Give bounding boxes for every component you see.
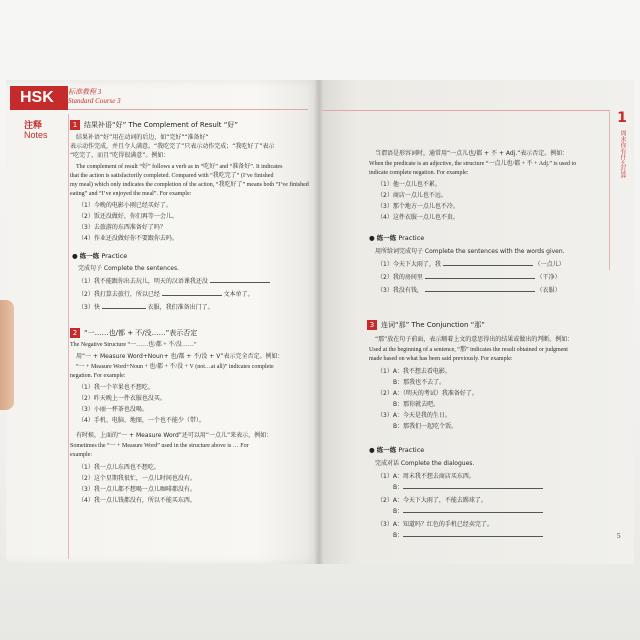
dialogue-answer bbox=[393, 508, 543, 516]
header-rule bbox=[68, 109, 308, 110]
dialogue-answer bbox=[393, 532, 543, 540]
answer-blank[interactable] bbox=[425, 277, 535, 279]
section-subtitle: The Negative Structure “一……也/都 + 不/没……” bbox=[70, 342, 197, 348]
answer-blank[interactable] bbox=[425, 290, 535, 292]
practice-label-en: Practice bbox=[398, 234, 425, 242]
practice-item-text: （2）我打算去旅行，所以已经 bbox=[78, 291, 160, 298]
answer-blank[interactable] bbox=[210, 281, 270, 283]
right-page bbox=[319, 80, 634, 564]
paragraph-line: eating” and “I’ve enjoyed the meal”. For example: bbox=[70, 191, 192, 197]
practice-item bbox=[377, 274, 561, 282]
practice-instruction: 完成句子 Complete the sentences. bbox=[78, 265, 179, 272]
example-item: （1）他一点儿也不累。 bbox=[377, 181, 441, 188]
answer-blank[interactable] bbox=[403, 511, 543, 513]
practice-label-cn: 练一练 bbox=[376, 446, 397, 454]
practice-item-text: （1）今天下大雨了，我 bbox=[377, 261, 441, 268]
example-item: （3）去旅游的东西准备好了吗？ bbox=[78, 224, 166, 231]
practice-item bbox=[377, 261, 565, 269]
page-number: 5 bbox=[617, 532, 621, 540]
example-item: B：那你就去吧。 bbox=[393, 401, 440, 408]
section-number: 2 bbox=[70, 328, 80, 338]
paragraph-line: 结果补语“好”用在动词的后边，如“完好”“准备好” bbox=[76, 134, 209, 141]
dialogue-item: （3）A：知道吗？红色的手机已经卖完了。 bbox=[377, 521, 493, 528]
notes-margin-rule bbox=[68, 114, 69, 559]
example-item: （4）这件衣服一点儿也不贵。 bbox=[377, 214, 459, 221]
practice-item-text: （1）我不能跟你出去玩儿，明天的汉语课我还没 bbox=[78, 278, 208, 285]
section-3-heading bbox=[367, 320, 485, 330]
paragraph-line: indicate complete negation. For example: bbox=[369, 170, 469, 176]
paragraph-line: made based on what has been said previously. For example: bbox=[369, 356, 513, 362]
paragraph-line: When the predicate is an adjective, the structure “一点儿也/都 + 不 + Adj.” is used to bbox=[369, 161, 577, 167]
practice-1-label: ● 练一练 Practice bbox=[72, 252, 128, 260]
lesson-title: 周末你有什么打算 bbox=[619, 130, 626, 178]
practice-item bbox=[78, 278, 270, 286]
practice-item-suffix: 文本单了。 bbox=[223, 291, 254, 298]
paragraph-line: 用“一 + Measure Word+Noun+ 也/都 + 不/没 + V”表示完全否定。例如： bbox=[76, 353, 284, 360]
subtitle-cn: 标准教程 3 bbox=[68, 88, 102, 96]
hand-holding-book bbox=[0, 300, 14, 410]
section-1-heading bbox=[70, 120, 238, 130]
answer-blank[interactable] bbox=[403, 487, 543, 489]
paragraph-line: “吃完了，而且”吃得很满意”。例如： bbox=[70, 152, 170, 159]
paragraph-line: Used at the beginning of a sentence, “那” indicates the result obtained or judgment bbox=[369, 347, 568, 353]
section-title: 连词“那” The Conjunction “那” bbox=[381, 321, 485, 329]
example-item: （3）那个地方一点儿也不冷。 bbox=[377, 203, 459, 210]
example-item: B：那我们一起吃个饭。 bbox=[393, 423, 458, 430]
dialogue-speaker: B： bbox=[393, 484, 404, 491]
practice-hint: （衣服） bbox=[536, 287, 561, 294]
paragraph-line: that the action is satisfactorily completed. Compared with “我吃完了” (I’ve finished bbox=[70, 173, 274, 179]
subtitle-en: Standard Course 3 bbox=[68, 97, 121, 105]
paragraph-line: example: bbox=[70, 452, 92, 458]
paragraph-line: my meal) which only indicates the completion of the action, “我吃好了” means both “I’ve finished bbox=[70, 182, 309, 188]
hsk-logo: HSK bbox=[10, 86, 68, 110]
paragraph-line: The complement of result “好” follows a verb as in “吃好” and “准备好”. It indicates bbox=[76, 164, 283, 170]
practice-hint: （干净） bbox=[536, 274, 561, 281]
practice-label-cn: 练一练 bbox=[79, 252, 100, 260]
book-subtitle bbox=[68, 88, 121, 106]
answer-blank[interactable] bbox=[443, 264, 533, 266]
practice-item bbox=[78, 304, 214, 312]
paragraph-line: Sometimes the “一 + Measure Word” used in the structure above is … For bbox=[70, 443, 249, 449]
paragraph-line: negation. For example: bbox=[70, 373, 126, 379]
example-item: （3）小丽一杯茶也没喝。 bbox=[78, 406, 148, 413]
practice-item-text: （2）我的房间里 bbox=[377, 274, 423, 281]
practice-label-en: Practice bbox=[398, 446, 425, 454]
example-item: （2）A：（明天的考试）我准备好了。 bbox=[377, 390, 478, 397]
lesson-number: 1 bbox=[617, 110, 627, 126]
practice-label-en: Practice bbox=[101, 252, 128, 260]
example-item: （3）我一点儿都不想喝一点儿咖啡都没有。 bbox=[78, 486, 196, 493]
lesson-tab bbox=[609, 110, 634, 270]
answer-blank[interactable] bbox=[102, 307, 146, 309]
paragraph-line: “一 + Measure Word+Noun + 也/都 + 不/没 + V (not…at all)” indicates complete bbox=[76, 364, 274, 370]
practice-instruction: 用所给词完成句子 Complete the sentences with the words given. bbox=[375, 248, 565, 255]
open-textbook bbox=[6, 80, 634, 564]
example-item: （2）昨天晚上一件衣服也没买。 bbox=[78, 395, 166, 402]
practice-item-text: （3）快 bbox=[78, 304, 100, 311]
dialogue-item: （1）A：周末我不想去商店买东西。 bbox=[377, 473, 475, 480]
example-item: （4）我一点儿钱都没有，所以不能买东西。 bbox=[78, 497, 196, 504]
practice-item bbox=[78, 291, 254, 299]
practice-item-suffix: 衣服，我们准备出门了。 bbox=[147, 304, 214, 311]
paragraph-line: 有时候，上面的“一 + Measure Word”还可以用“一点儿”来表示，例如： bbox=[76, 432, 273, 439]
answer-blank[interactable] bbox=[162, 294, 222, 296]
dialogue-item: （2）A：今天下大雨了，不能去踢球了。 bbox=[377, 497, 487, 504]
section-title: 结果补语“好” The Complement of Result “好” bbox=[84, 121, 239, 129]
paragraph-line: “那”放在句子前面，表示顺着上文的意思得出的结果或做出的判断。例如： bbox=[375, 336, 574, 343]
example-item: （1）A：我不想去看电影。 bbox=[377, 368, 451, 375]
header-rule bbox=[323, 110, 609, 111]
left-page bbox=[6, 80, 319, 564]
example-item: （2）这个星期我很忙，一点儿时间也没有。 bbox=[78, 475, 196, 482]
example-item: B：那我也不去了。 bbox=[393, 379, 446, 386]
example-item: （2）商店一点儿也不远。 bbox=[377, 192, 447, 199]
practice-3-label: ● 练一练 Practice bbox=[369, 446, 425, 454]
paragraph-line: 当谓语是形容词时，通常用“一点儿也/都 + 不 + Adj.”表示否定。例如： bbox=[375, 150, 569, 157]
example-item: （1）我一个苹果也不想吃。 bbox=[78, 384, 154, 391]
practice-instruction: 完成对话 Complete the dialogues. bbox=[375, 460, 475, 467]
notes-label bbox=[24, 120, 68, 140]
practice-item-text: （3）我没有钱， bbox=[377, 287, 423, 294]
section-number: 1 bbox=[70, 120, 80, 130]
practice-label-cn: 练一练 bbox=[376, 234, 397, 242]
example-item: （4）手机、电脑、地图，一个也不能少（带）。 bbox=[78, 417, 205, 424]
example-item: （1）我一点儿东西也不想吃。 bbox=[78, 464, 160, 471]
section-number: 3 bbox=[367, 320, 377, 330]
section-title: “一……也/都 + 不/没……”表示否定 bbox=[84, 329, 198, 337]
paragraph-line: 表示动作完成，并且令人满意。“我吃完了”只表示动作完成；“我吃好了”表示 bbox=[70, 143, 275, 150]
example-item: （4）作业还没做好你不要跟你去吗。 bbox=[78, 235, 178, 242]
dialogue-speaker: B： bbox=[393, 508, 404, 515]
book-gutter bbox=[314, 80, 324, 564]
answer-blank[interactable] bbox=[403, 535, 543, 537]
dialogue-answer bbox=[393, 484, 543, 492]
section-2-heading bbox=[70, 328, 197, 338]
dialogue-speaker: B： bbox=[393, 532, 404, 539]
practice-2-label: ● 练一练 Practice bbox=[369, 234, 425, 242]
example-item: （1）今晚的电影小刚已经买好了。 bbox=[78, 202, 172, 209]
example-item: （2）饭还没做好，你们再等一会儿。 bbox=[78, 213, 178, 220]
example-item: （3）A：今天是我的生日。 bbox=[377, 412, 451, 419]
notes-label-cn: 注释 bbox=[24, 120, 43, 130]
practice-item bbox=[377, 287, 561, 295]
notes-label-en: Notes bbox=[24, 130, 48, 140]
practice-hint: （一点儿） bbox=[534, 261, 565, 268]
